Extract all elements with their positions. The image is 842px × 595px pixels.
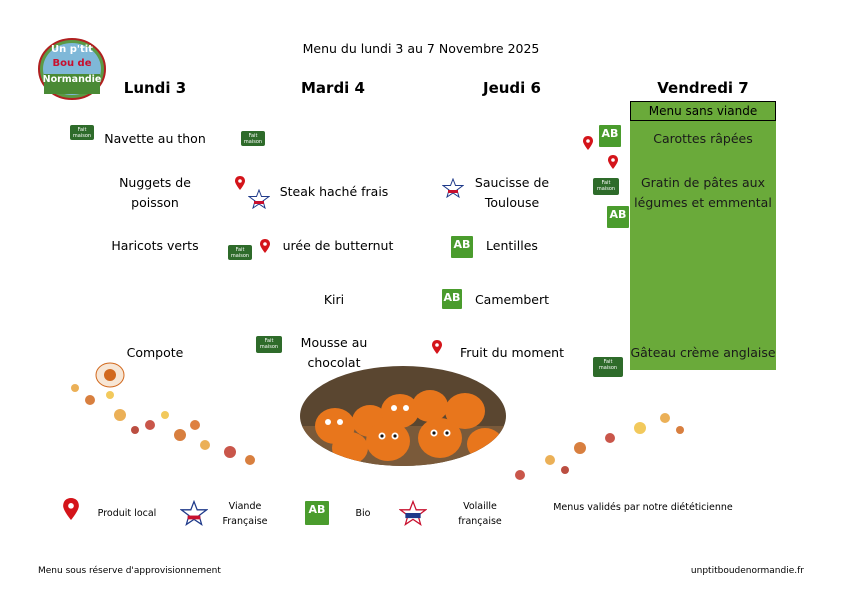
mardi-dessert-line1: Mousse au <box>300 335 368 350</box>
logo-line2: Bou de <box>52 58 92 69</box>
vendredi-dessert: Gâteau crème anglaise <box>630 345 776 360</box>
day-header-vendredi: Vendredi 7 <box>657 79 749 97</box>
lundi-main-line2: poisson <box>131 195 179 210</box>
leaf-emblem-icon <box>95 362 125 388</box>
fait-maison-icon: Fait maison <box>70 125 94 140</box>
logo-line1: Un p'tit <box>51 44 93 55</box>
legend-bio-label: Bio <box>355 508 371 519</box>
local-product-pin-icon <box>583 136 593 150</box>
french-meat-label-icon <box>248 189 270 209</box>
vendredi-main-line1: Gratin de pâtes aux <box>640 175 765 190</box>
fait-maison-icon: Fait maison <box>256 336 282 353</box>
jeudi-dessert: Fruit du moment <box>459 345 565 360</box>
mardi-main: Steak haché frais <box>279 184 389 199</box>
fait-maison-icon: Fait maison <box>593 178 619 195</box>
vegetarian-column <box>630 121 776 370</box>
logo-line3: Normandie <box>42 74 102 85</box>
day-header-jeudi: Jeudi 6 <box>483 79 541 97</box>
bio-label-icon: AB <box>442 289 462 309</box>
day-header-mardi: Mardi 4 <box>301 79 365 97</box>
vegetarian-menu-label: Menu sans viande <box>630 101 776 121</box>
local-product-pin-icon <box>235 176 245 190</box>
french-poultry-label-icon <box>399 500 427 526</box>
mardi-dessert-line2: chocolat <box>307 355 361 370</box>
jeudi-side: Lentilles <box>486 238 538 253</box>
french-meat-label-icon <box>442 178 464 198</box>
lundi-starter: Navette au thon <box>104 131 206 146</box>
jeudi-main-line2: Toulouse <box>484 195 540 210</box>
local-product-pin-icon <box>63 498 79 520</box>
fait-maison-icon: Fait maison <box>593 357 623 377</box>
lundi-side: Haricots verts <box>111 238 199 253</box>
dietitian-note: Menus validés par notre diététicienne <box>553 502 733 513</box>
day-header-lundi: Lundi 3 <box>123 79 187 97</box>
legend-french-poultry-line2: française <box>458 516 502 527</box>
local-product-pin-icon <box>608 155 618 169</box>
jeudi-main-line1: Saucisse de <box>474 175 550 190</box>
autumn-leaves-right-decoration <box>500 400 700 490</box>
legend-french-meat-line1: Viande <box>228 501 262 512</box>
bio-label-icon: AB <box>305 501 329 525</box>
legend-local-label: Produit local <box>97 508 157 519</box>
bio-label-icon: AB <box>599 125 621 147</box>
legend-french-poultry-line1: Volaille <box>463 501 497 512</box>
menu-title: Menu du lundi 3 au 7 Novembre 2025 <box>302 41 540 56</box>
vendredi-main-line2: légumes et emmental <box>634 195 772 210</box>
pumpkins-photo <box>300 366 506 466</box>
bio-label-icon: AB <box>607 206 629 228</box>
local-product-pin-icon <box>432 340 442 354</box>
fait-maison-icon: Fait maison <box>228 245 252 260</box>
french-meat-label-icon <box>180 500 208 526</box>
legend-french-meat-line2: Française <box>222 516 268 527</box>
jeudi-cheese: Camembert <box>474 292 550 307</box>
mardi-side: urée de butternut <box>282 238 394 253</box>
footer-supply-note: Menu sous réserve d'approvisionnement <box>38 566 221 576</box>
bio-label-icon: AB <box>451 236 473 258</box>
lundi-main-line1: Nuggets de <box>119 175 191 190</box>
footer-website: unptitboudenormandie.fr <box>690 566 804 576</box>
mardi-cheese: Kiri <box>323 292 345 307</box>
vendredi-starter: Carottes râpées <box>653 131 753 146</box>
lundi-dessert: Compote <box>126 345 184 360</box>
local-product-pin-icon <box>260 239 270 253</box>
autumn-leaves-left-decoration <box>40 370 300 480</box>
fait-maison-icon: Fait maison <box>241 131 265 146</box>
